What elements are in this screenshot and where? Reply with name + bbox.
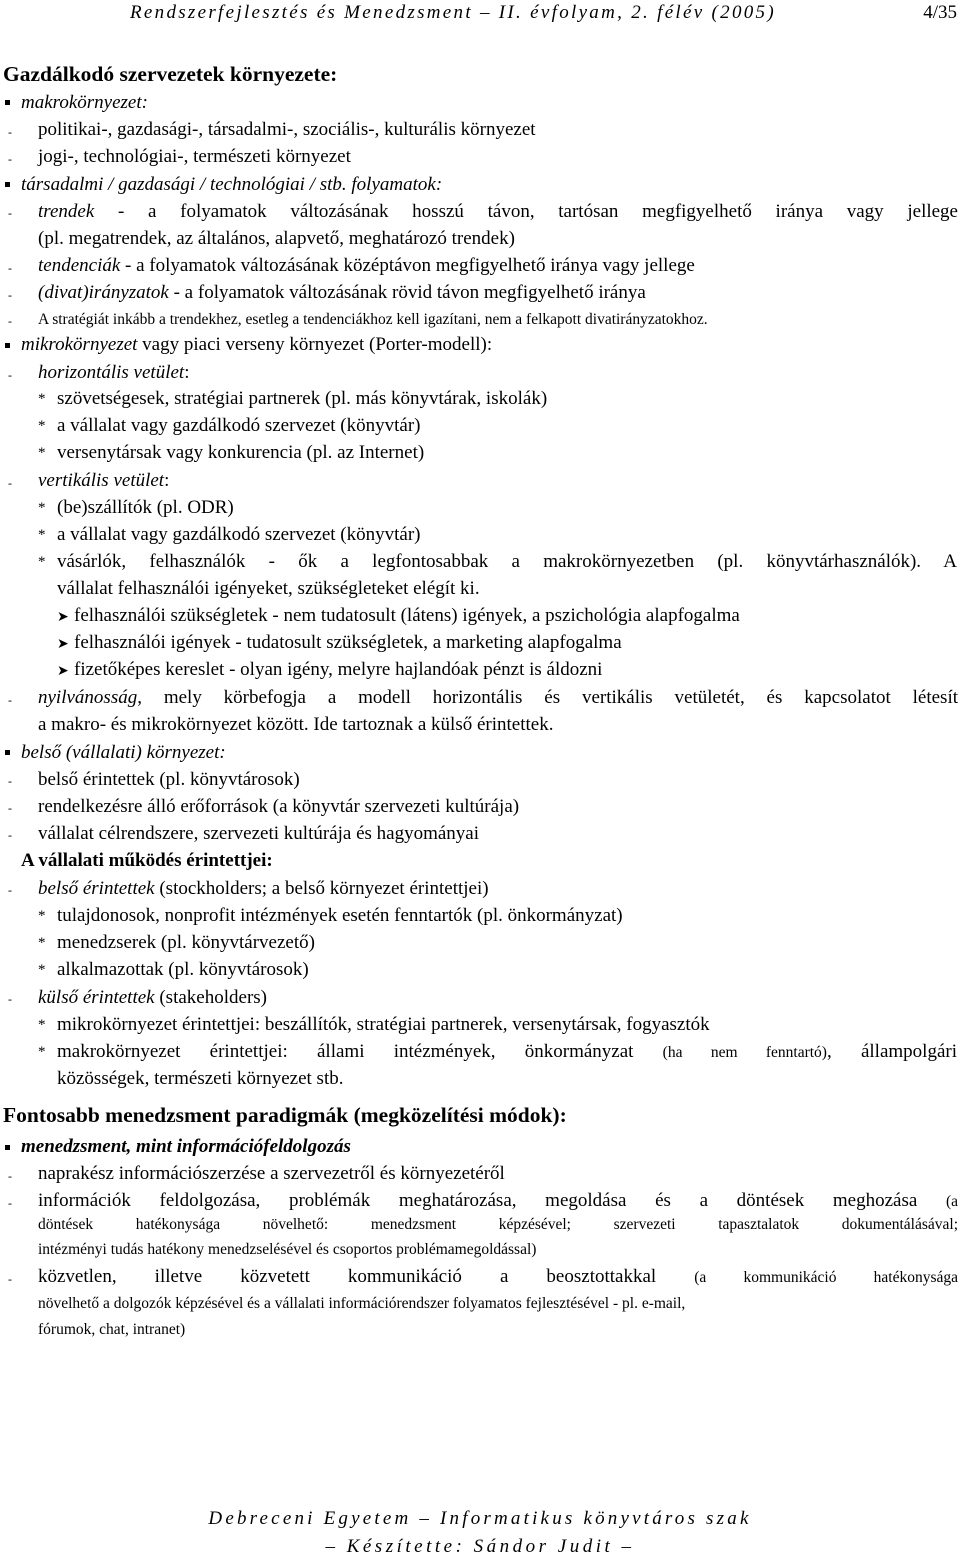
belso-item: belső érintettek (pl. könyvtárosok) — [38, 769, 300, 790]
dash-marker: - — [8, 261, 12, 275]
horizontalis-label: horizontális vetület: — [38, 362, 190, 383]
need-item: felhasználói igények - tudatosult szükségletek, a marketing alapfogalma — [74, 632, 622, 653]
info-item-cont: intézményi tudás hatékony menedzselésével és csoportos problémamegoldással) — [38, 1241, 537, 1258]
belso-item: rendelkezésre álló erőforrások (a könyvtár szervezeti kultúrája) — [38, 796, 520, 817]
strategia-note: A stratégiát inkább a trendekhez, esetleg a tendenciákhoz kell igazítani, nem a felkapott divatirányzatokhoz. — [38, 311, 708, 328]
dash-marker: - — [8, 1196, 12, 1210]
trendek-line-2: (pl. megatrendek, az általános, alapvető, meghatározó trendek) — [38, 228, 515, 249]
section-title: Fontosabb menedzsment paradigmák (megközelítési módok): — [3, 1103, 567, 1127]
dash-marker: - — [8, 288, 12, 302]
star-bullet: * — [38, 445, 46, 461]
dash-marker: - — [8, 801, 12, 815]
info-item-cont: növelhető a dolgozók képzésével és a vállalati információrendszer folyamatos fejlesztésével - pl. e-mail, — [38, 1295, 686, 1312]
stakeholder-item-cont: közösségek, természeti környezet stb. — [57, 1068, 344, 1089]
info-label: menedzsment, mint információfeldolgozás — [21, 1136, 351, 1157]
footer-author: – Készítette: Sándor Judit – — [325, 1536, 635, 1557]
dash-marker: - — [8, 206, 12, 220]
stakeholder-item: mikrokörnyezet érintettjei: beszállítók, stratégiai partnerek, versenytársak, fogyasztók — [57, 1014, 710, 1035]
stakeholder-item: tulajdonosok, nonprofit intézmények esetén fenntartók (pl. önkormányzat) — [57, 905, 623, 926]
star-bullet: * — [38, 500, 46, 516]
tendenciak-line: tendenciák - a folyamatok változásának középtávon megfigyelhető iránya vagy jellege — [38, 255, 695, 276]
belso-erintettek-line: belső érintettek (stockholders; a belső környezet érintettjei) — [38, 878, 489, 899]
info-item: közvetlen, illetve közvetett kommunikáció a beosztottakkal (a kommunikáció hatékonysága — [38, 1266, 958, 1287]
divat-line: (divat)irányzatok - a folyamatok változásának rövid távon megfigyelhető iránya — [38, 282, 646, 303]
vertikalis-item: (be)szállítók (pl. ODR) — [57, 497, 234, 518]
section-title: Gazdálkodó szervezetek környezete: — [3, 62, 338, 86]
dash-marker: - — [8, 314, 12, 328]
dash-marker: - — [8, 693, 12, 707]
need-item: fizetőképes kereslet - olyan igény, melyre hajlandóak pénzt is áldozni — [74, 659, 603, 680]
nyilvanossag-line: nyilvánosság, mely körbefogja a modell horizontális és vertikális vetületét, és kapcsolatot létesít — [38, 687, 958, 708]
horizontalis-item: versenytársak vagy konkurencia (pl. az Internet) — [57, 442, 425, 463]
star-bullet: * — [38, 527, 46, 543]
mikro-label: mikrokörnyezet vagy piaci verseny környezet (Porter-modell): — [21, 334, 493, 355]
bullet-square — [5, 343, 10, 348]
makro-label: makrokörnyezet: — [21, 92, 148, 113]
arrow-bullet: ➤ — [57, 610, 69, 625]
vertikalis-label: vertikális vetület: — [38, 470, 170, 491]
belso-label: belső (vállalati) környezet: — [21, 742, 226, 763]
makro-item: jogi-, technológiai-, természeti környezet — [38, 146, 351, 167]
stakeholder-item: menedzserek (pl. könyvtárvezető) — [57, 932, 315, 953]
vertikalis-item: vásárlók, felhasználók - ők a legfontosabbak a makrokörnyezetben (pl. könyvtárhasználók). A — [57, 551, 957, 572]
page-header: Rendszerfejlesztés és Menedzsment – II. évfolyam, 2. félév (2005) — [130, 2, 776, 23]
need-item: felhasználói szükségletek - nem tudatosult (látens) igények, a pszichológia alapfogalma — [74, 605, 740, 626]
info-item: információk feldolgozása, problémák meghatározása, megoldása és a döntések meghozása (a — [38, 1190, 958, 1211]
bullet-square — [5, 1145, 10, 1150]
star-bullet: * — [38, 418, 46, 434]
horizontalis-item: szövetségesek, stratégiai partnerek (pl. más könyvtárak, iskolák) — [57, 388, 548, 409]
dash-marker: - — [8, 992, 12, 1006]
dash-marker: - — [8, 1169, 12, 1183]
star-bullet: * — [38, 935, 46, 951]
makro-item: politikai-, gazdasági-, társadalmi-, szociális-, kulturális környezet — [38, 119, 536, 140]
folyamatok-label: társadalmi / gazdasági / technológiai / stb. folyamatok: — [21, 174, 443, 195]
bullet-square — [5, 182, 10, 187]
dash-marker: - — [8, 476, 12, 490]
info-item: naprakész információszerzése a szervezetről és környezetéről — [38, 1163, 505, 1184]
dash-marker: - — [8, 152, 12, 166]
star-bullet: * — [38, 554, 46, 570]
star-bullet: * — [38, 962, 46, 978]
dash-marker: - — [8, 828, 12, 842]
footer-institution: Debreceni Egyetem – Informatikus könyvtáros szak — [208, 1508, 752, 1529]
nyilvanossag-line-2: a makro- és mikrokörnyezet között. Ide tartoznak a külső érintettek. — [38, 714, 554, 735]
bullet-square — [5, 100, 10, 105]
arrow-bullet: ➤ — [57, 637, 69, 652]
arrow-bullet: ➤ — [57, 664, 69, 679]
horizontalis-item: a vállalat vagy gazdálkodó szervezet (könyvtár) — [57, 415, 421, 436]
info-item-cont: döntések hatékonysága növelhető: menedzsment képzésével; szervezeti tapasztalatok dokumentálásával; — [38, 1216, 958, 1233]
star-bullet: * — [38, 391, 46, 407]
stakeholder-item: alkalmazottak (pl. könyvtárosok) — [57, 959, 309, 980]
mukodes-heading: A vállalati működés érintettjei: — [21, 850, 273, 871]
bullet-square — [5, 750, 10, 755]
star-bullet: * — [38, 1017, 46, 1033]
dash-marker: - — [8, 774, 12, 788]
dash-marker: - — [8, 368, 12, 382]
dash-marker: - — [8, 883, 12, 897]
star-bullet: * — [38, 1044, 46, 1060]
vertikalis-item-cont: vállalat felhasználói igényeket, szükségleteket elégít ki. — [57, 578, 480, 599]
dash-marker: - — [8, 125, 12, 139]
info-item-cont: fórumok, chat, intranet) — [38, 1321, 186, 1338]
belso-item: vállalat célrendszere, szervezeti kultúrája és hagyományai — [38, 823, 479, 844]
star-bullet: * — [38, 908, 46, 924]
dash-marker: - — [8, 1272, 12, 1286]
vertikalis-item: a vállalat vagy gazdálkodó szervezet (könyvtár) — [57, 524, 421, 545]
stakeholder-item: makrokörnyezet érintettjei: állami intézmények, önkormányzat (ha nem fenntartó), állampolgári — [57, 1041, 957, 1062]
page-number: 4/35 — [923, 2, 957, 23]
trendek-line: trendek - a folyamatok változásának hosszú távon, tartósan megfigyelhető iránya vagy jellege — [38, 201, 958, 222]
kulso-erintettek-line: külső érintettek (stakeholders) — [38, 987, 267, 1008]
